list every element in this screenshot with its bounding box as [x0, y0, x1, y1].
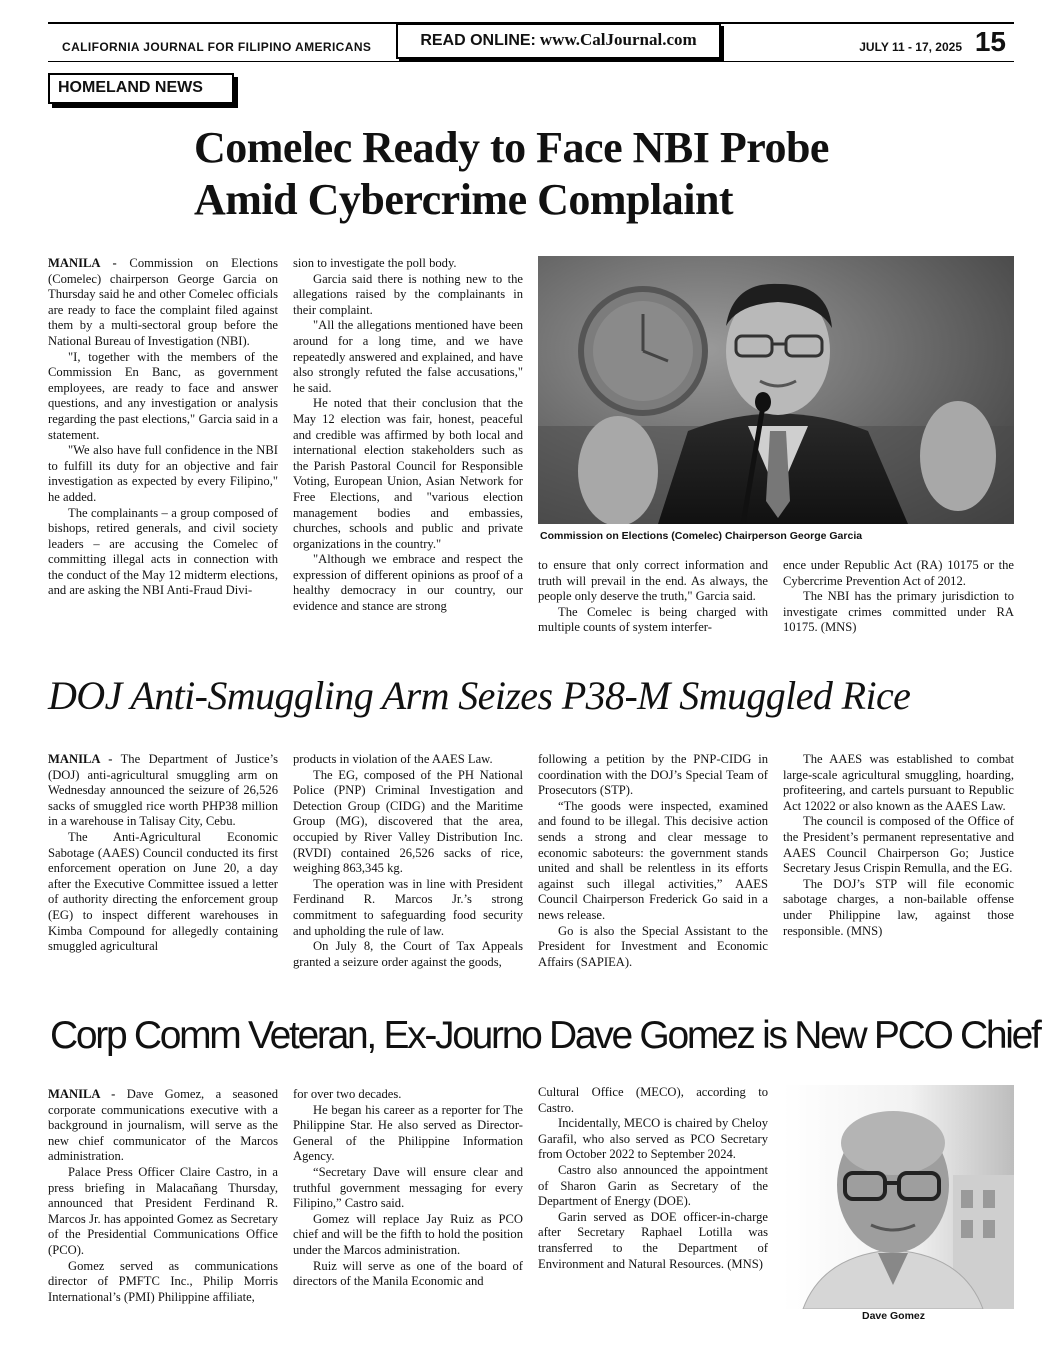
article2-paragraph: MANILA - The Department of Justice’s (DOJ) anti-agricultural smuggling arm on Wednesday announced the seizure of 26,526 sacks of smuggled rice worth PHP38 million in a warehouse in Talisay City, Cebu. [48, 752, 279, 829]
article3-paragraph: Gomez will replace Jay Ruiz as PCO chief and will be the fifth to hold the position under the Marcos administration. [293, 1211, 523, 1257]
gomez-photo-caption: Dave Gomez [862, 1310, 926, 1322]
article3-column-2 [293, 1087, 523, 1290]
article2-column-2 [293, 752, 523, 970]
article1-paragraph: to ensure that only correct information and truth will prevail in the end. As always, the people only deserve the truth," Garcia said. [538, 558, 768, 604]
article1-paragraph: The complainants – a group composed of bishops, retired generals, and civil society leaders – are accusing the Comelec of committing illegal acts in connection with the conduct of the May 12 midterm elections, and are asking the NBI Anti-Fraud Divi- [48, 505, 278, 598]
article2-paragraph: products in violation of the AAES Law. [293, 752, 493, 766]
article1-paragraph: ence under Republic Act (RA) 10175 or the Cybercrime Prevention Act of 2012. [783, 558, 1014, 588]
read-online-label: READ ONLINE: [420, 32, 536, 49]
article3-paragraph: “Secretary Dave will ensure clear and truthful government messaging for every Filipino,” Castro said. [293, 1164, 523, 1211]
article2-paragraph: The Anti-Agricultural Economic Sabotage (AAES) Council conducted its first enforcement operation on June 20, a day after the Executive Committee issued a letter of authority directing the enforcement group (EG) to inspect different warehouses in Kimba Compound for allegedly containing smuggled agricultural [48, 829, 278, 954]
article1-paragraph: MANILA - Commission on Elections (Comelec) chairperson George Garcia on Thursday said he and other Comelec officials are ready to face the complaint filed against them by a multi-sectoral group before the National Bureau of Investigation (NBI). [48, 256, 278, 348]
page-number: 15 [974, 26, 1006, 57]
article2-column-4 [783, 752, 1014, 939]
section-label: HOMELAND NEWS [48, 73, 234, 104]
publication-name: CALIFORNIA JOURNAL FOR FILIPINO AMERICANS [62, 40, 372, 54]
gomez-photo [783, 1085, 1014, 1309]
article1-paragraph: "All the allegations mentioned have been around for a long time, and we have repeatedly answered and explained, and have also strongly refuted the false accusations," he said. [293, 318, 523, 395]
article3-dateline: MANILA - [48, 1087, 116, 1101]
article2-paragraph: On July 8, the Court of Tax Appeals granted a seizure order against the goods, [293, 939, 523, 969]
article1-paragraph: The Comelec is being charged with multiple counts of system interfer- [538, 604, 768, 635]
article1-column-3 [538, 558, 768, 636]
article3-paragraph: Cultural Office (MECO), according to Castro. [538, 1085, 768, 1115]
article2-paragraph: The operation was in line with President Ferdinand R. Marcos Jr.’s strong commitment to safeguarding food security and upholding the rule of law. [293, 876, 523, 938]
garcia-photo [538, 256, 1014, 524]
page-header [48, 22, 1014, 62]
article1-paragraph: Garcia said there is nothing new to the allegations raised by the complainants in their complaint. [293, 271, 523, 317]
article1-column-2 [293, 256, 523, 615]
article3-paragraph: MANILA - Dave Gomez, a seasoned corporate communications executive with a background in journalism, will serve as the new chief communicator of the Marcos administration. [48, 1087, 278, 1164]
article3-paragraph: He began his career as a reporter for The Philippine Star. He also served as Director-General of the Philippine Information Agency. [293, 1102, 523, 1164]
article2-paragraph: “The goods were inspected, examined and found to be illegal. This decisive action sends a strong and clear message to economic saboteurs: the government stands united and shall be relentless in its efforts against such illegal activities,” AAES Council Chairperson Frederick Go said in a news release. [538, 798, 768, 922]
garcia-photo-caption: Commission on Elections (Comelec) Chairperson George Garcia [540, 530, 863, 542]
article1-dateline: MANILA - [48, 256, 117, 270]
article3-column-1 [48, 1087, 278, 1305]
read-online-box [396, 23, 721, 59]
issue-date: JULY 11 - 17, 2025 [859, 40, 962, 54]
article3-paragraph: Gomez served as communications director of PMFTC Inc., Philip Morris International’s (PMI) Philippine affiliate, [48, 1258, 278, 1304]
article3-paragraph: Ruiz will serve as one of the board of directors of the Manila Economic and [293, 1258, 523, 1289]
article2-paragraph: The council is composed of the Office of the President’s permanent representative and AAES Council Chairperson Go; Justice Secretary Jesus Crispin Remulla, and the EG. [783, 814, 1014, 876]
article3-column-3 [538, 1085, 768, 1272]
article1-paragraph: "Although we embrace and respect the expression of different opinions as proof of a healthy democracy in our country, our evidence and stance are strong [293, 552, 523, 614]
article3-headline: Corp Comm Veteran, Ex-Journo Dave Gomez is New PCO Chief [50, 1014, 1040, 1057]
article1-paragraph: "We also have full confidence in the NBI to fulfill its duty for an objective and fair investigation as expected by every Filipino," he added. [48, 443, 278, 504]
article1-column-1 [48, 256, 278, 599]
article1-paragraph: "I, together with the members of the Commission En Banc, as government employees, are ready to face and answer questions, and any investigation or analysis regarding the past elections," Garcia said in a statement. [48, 349, 278, 442]
article1-paragraph: sion to investigate the poll body. [293, 256, 457, 270]
article3-paragraph: for over two decades. [293, 1087, 402, 1101]
article2-paragraph: The DOJ’s STP will file economic sabotage charges, a non-bailable offense under Philippine law, against those responsible. (MNS) [783, 876, 1014, 938]
article2-dateline: MANILA - [48, 752, 113, 766]
article2-paragraph: The AAES was established to combat large-scale agricultural smuggling, hoarding, profiteering, and cartels pursuant to Republic Act 12022 or also known as the AAES Law. [783, 752, 1014, 813]
article1-headline-line1: Comelec Ready to Face NBI Probe [194, 123, 829, 172]
article3-paragraph: Palace Press Officer Claire Castro, in a press briefing in Malacañang Thursday, announced that President Ferdinand R. Marcos Jr. has appointed Gomez as Secretary of the Presidential Communications Office (PCO). [48, 1164, 278, 1257]
article2-paragraph: Go is also the Special Assistant to the President for Investment and Economic Affairs (SAPIEA). [538, 923, 768, 969]
article2-paragraph: The EG, composed of the PH National Police (PNP) Criminal Investigation and Detection Group (CIDG) and the Maritime Group (MG), discovered that the area, occupied by River Valley Distribution Inc. (RVDI) contained 26,526 sacks of rice, weighing 863,345 kg. [293, 767, 523, 876]
article3-paragraph: Castro also announced the appointment of Sharon Garin as Secretary of the Department of Energy (DOE). [538, 1162, 768, 1209]
gomez-portrait-image [783, 1085, 1014, 1309]
article1-column-4 [783, 558, 1014, 636]
article3-paragraph: Garin served as DOE officer-in-charge after Secretary Raphael Lotilla was transferred to the Department of Environment and Natural Resources. (MNS) [538, 1209, 768, 1271]
article1-headline-line2: Amid Cybercrime Complaint [194, 175, 734, 224]
article2-column-3 [538, 752, 768, 970]
article1-headline [194, 122, 994, 226]
article2-paragraph: following a petition by the PNP-CIDG in coordination with the DOJ’s Special Team of Prosecutors (STP). [538, 752, 768, 798]
article3-paragraph: Incidentally, MECO is chaired by Cheloy Garafil, who also served as PCO Secretary from October 2022 to September 2024. [538, 1116, 768, 1162]
garcia-portrait-image [538, 256, 1014, 524]
article2-headline: DOJ Anti-Smuggling Arm Seizes P38-M Smuggled Rice [48, 673, 911, 718]
article1-paragraph: He noted that their conclusion that the May 12 election was fair, honest, peaceful and credible was affirmed by both local and international election stakeholders such as the Parish Pastoral Council for Responsible Voting, European Union, Asian Network for Free Elections, and "various election management bodies and embassies, churches, schools and public and private organizations in the country." [293, 396, 523, 551]
article2-column-1 [48, 752, 278, 955]
read-online-url[interactable]: www.CalJournal.com [539, 30, 697, 49]
article1-paragraph: The NBI has the primary jurisdiction to investigate crimes committed under RA 10175. (MNS) [783, 589, 1014, 635]
